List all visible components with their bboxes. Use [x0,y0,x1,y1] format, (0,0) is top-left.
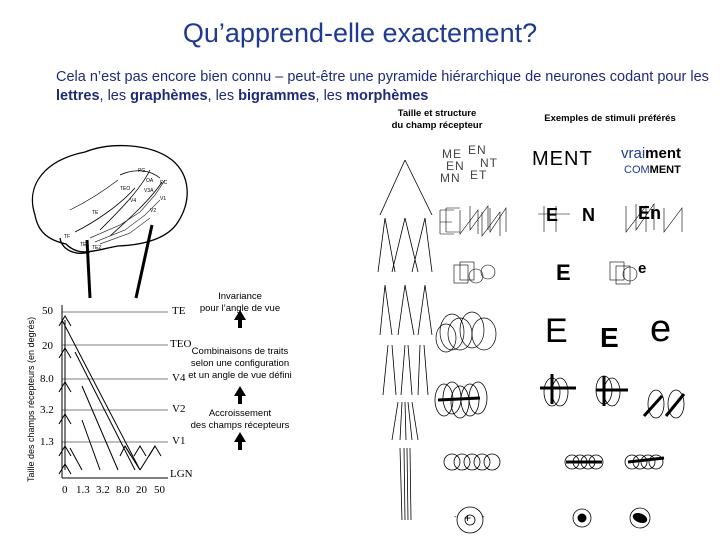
stim-row4-e-lower: e [650,308,672,350]
brain-label-teo: TEO [120,186,131,192]
y-tick-50: 50 [42,305,53,317]
receptive-field-header: Taille et structure du champ récepteur [391,108,483,131]
stim-row2-en: En [638,203,662,223]
stimuli-header: Exemples de stimuli préférés [544,113,676,124]
stim-et: ET [470,168,488,182]
y-tick-1-3: 1.3 [40,436,54,448]
stim-vraiment [621,145,681,162]
brain-label-v3a: V3A [144,188,154,194]
stim-me: ME [442,147,462,161]
x-tick-8: 8.0 [116,484,130,496]
intro-text: Cela n’est pas encore bien connu – peut-être une pyramide hiérarchique de neurones codant pour les [56,69,709,85]
brain-label-tf: TF [64,234,71,240]
stim-row3-e: E [556,260,571,285]
connector-line-right [136,225,152,298]
connector-line-left [87,240,90,298]
intro-sep: , les [207,88,239,104]
stim-nt: NT [480,156,498,170]
stim-comment [624,164,681,176]
word-bigrammes: bigrammes [238,88,316,104]
rf-plus-sign: + [464,511,472,525]
label-invariance: Invariance pour l’angle de vue [199,291,281,314]
x-tick-1-3: 1.3 [76,484,90,496]
brain-label-te2: TE2 [92,245,102,251]
brain-label-te1: TE1 [80,242,90,248]
word-lettres: lettres [56,88,100,104]
brain-label-v1: V1 [160,196,167,202]
area-lgn: LGN [170,468,193,480]
slide-title: Qu’apprend-elle exactement? [182,18,538,48]
rf-row-3-blobs [436,312,496,352]
rf-row-center-surround [457,507,650,533]
stim-ment: MENT [532,148,593,170]
rf-row-5-circles [444,454,664,470]
brain-label-dc: DC [160,180,168,186]
stim-en-2: EN [446,159,465,173]
word-graphemes: graphèmes [130,88,208,104]
stim-vrai-ment: ment [645,145,682,162]
stim-com: COM [624,164,650,176]
stim-com-ment: MENT [649,164,681,176]
x-tick-20: 20 [136,484,147,496]
area-v1: V1 [172,435,186,447]
brain-label-te: TE [92,210,99,216]
stim-row2-e: E [546,205,559,225]
stim-row3-small-e: e [638,260,647,277]
brain-label-v4: V4 [130,198,137,204]
y-tick-8: 8.0 [40,373,54,385]
rf-minus-left: - [454,512,457,521]
x-tick-3-2: 3.2 [96,484,110,496]
word-morphemes: morphèmes [346,88,429,104]
chart-y-label: Taille des champs récepteurs (en degrés) [26,316,36,482]
intro-sep: , les [315,88,347,104]
intro-sep: , les [99,88,131,104]
y-tick-3-2: 3.2 [40,404,54,416]
stim-row2-n: N [582,205,595,225]
brain-label-oa: OA [146,178,154,184]
area-te: TE [172,305,186,317]
label-combinations: Combinaisons de traits selon une configuration et un angle de vue défini [188,346,292,381]
brain-label-v2: V2 [150,208,157,214]
area-v2: V2 [172,403,186,415]
stim-en-1: EN [468,143,487,157]
stim-row4-e-bold: E [600,322,619,353]
stim-mn: MN [440,171,461,185]
x-tick-50: 50 [154,484,165,496]
rf-row-2-blobs [454,262,637,284]
brain-label-pg: PG [138,168,146,174]
stim-row4-e-thin: E [545,312,568,350]
rf-row-4-oriented [435,374,684,418]
receptive-field-tree [378,160,432,520]
stim-vrai: vrai [621,145,646,162]
label-growth: Accroissement des champs récepteurs [190,408,290,431]
area-teo: TEO [170,338,192,350]
receptive-field-chart [62,305,168,478]
x-tick-0: 0 [62,484,68,496]
area-v4: V4 [172,372,186,384]
rf-minus-right: - [482,512,485,521]
y-tick-20: 20 [42,340,53,352]
